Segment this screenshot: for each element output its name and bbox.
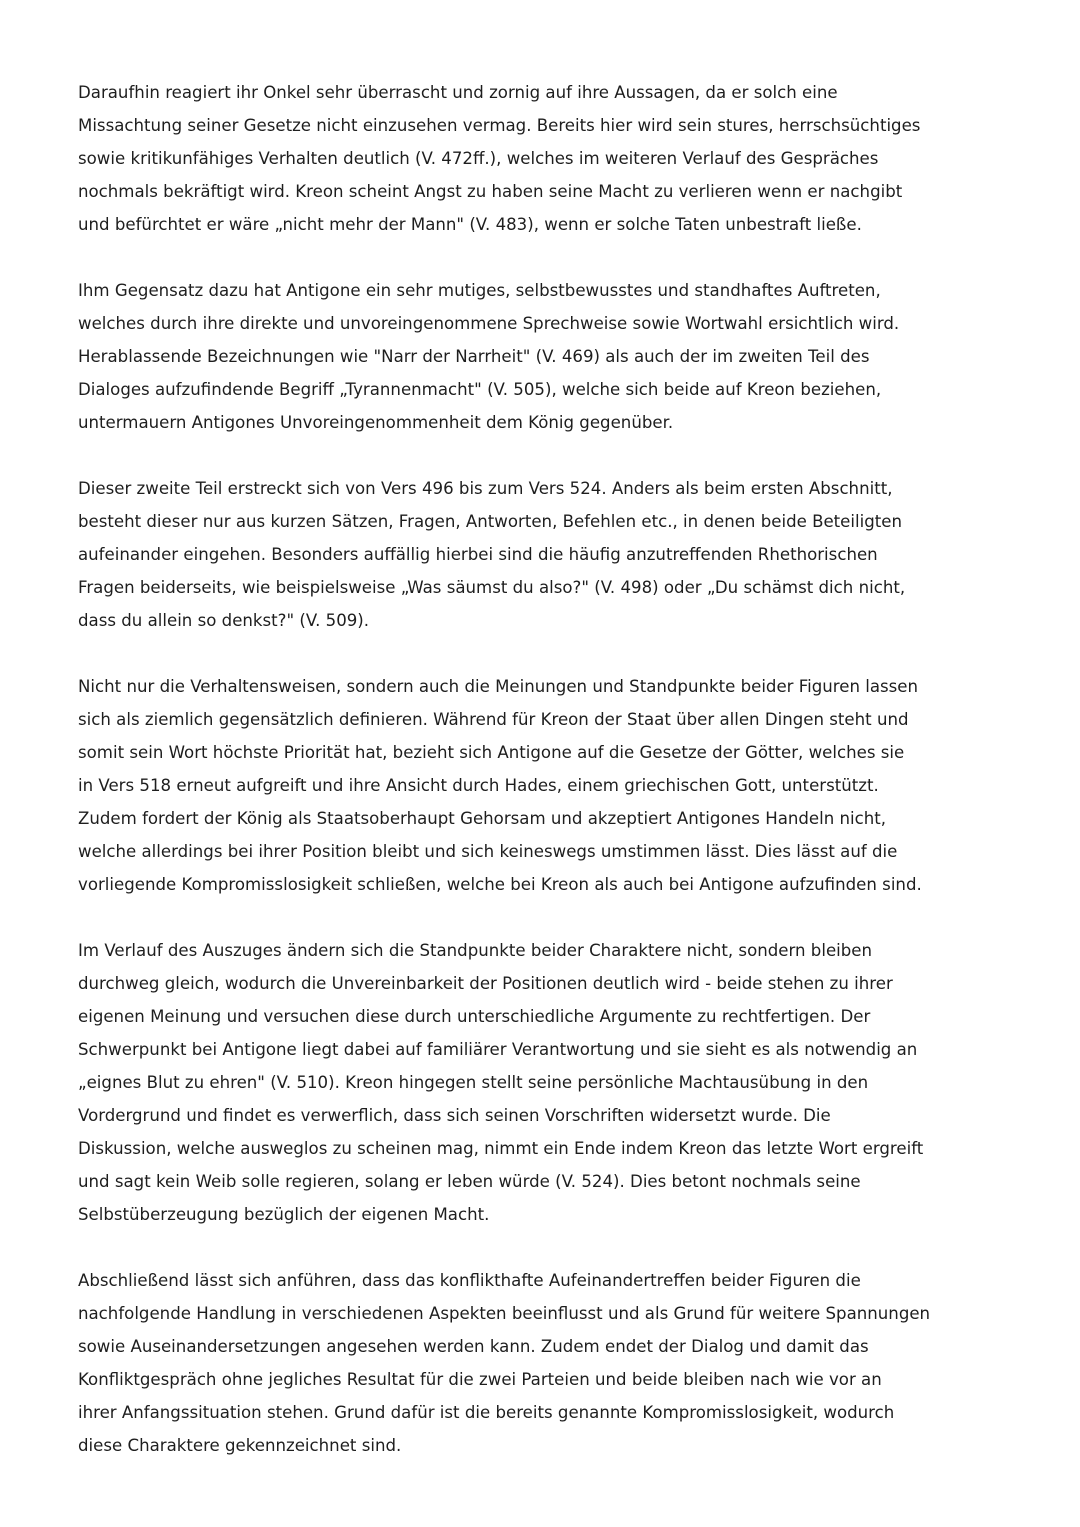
text-line: Im Verlauf des Auszuges ändern sich die Standpunkte beider Charaktere nicht, sondern bleiben — [78, 941, 873, 960]
text-line: untermauern Antigones Unvoreingenommenheit dem König gegenüber. — [78, 413, 674, 432]
text-line: Abschließend lässt sich anführen, dass das konflikthafte Aufeinandertreffen beider Figuren die — [78, 1271, 861, 1290]
paragraph — [78, 76, 1022, 241]
text-line: welches durch ihre direkte und unvoreingenommene Sprechweise sowie Wortwahl ersichtlich wird. — [78, 314, 900, 333]
text-line: diese Charaktere gekennzeichnet sind. — [78, 1436, 402, 1455]
text-line: Dieser zweite Teil erstreckt sich von Vers 496 bis zum Vers 524. Anders als beim ersten Abschnitt, — [78, 479, 893, 498]
text-line: durchweg gleich, wodurch die Unvereinbarkeit der Positionen deutlich wird - beide stehen zu ihrer — [78, 974, 893, 993]
text-line: Schwerpunkt bei Antigone liegt dabei auf familiärer Verantwortung und sie sieht es als notwendig an — [78, 1040, 918, 1059]
text-line: und befürchtet er wäre „nicht mehr der Mann" (V. 483), wenn er solche Taten unbestraft ließe. — [78, 215, 862, 234]
text-line: dass du allein so denkst?" (V. 509). — [78, 611, 370, 630]
text-line: Diskussion, welche ausweglos zu scheinen mag, nimmt ein Ende indem Kreon das letzte Wort ergreift — [78, 1139, 924, 1158]
paragraph — [78, 472, 1022, 637]
text-line: welche allerdings bei ihrer Position bleibt und sich keineswegs umstimmen lässt. Dies lässt auf die — [78, 842, 898, 861]
text-line: vorliegende Kompromisslosigkeit schließen, welche bei Kreon als auch bei Antigone aufzufinden sind. — [78, 875, 922, 894]
handwritten-page — [78, 76, 1022, 1495]
text-line: besteht dieser nur aus kurzen Sätzen, Fragen, Antworten, Befehlen etc., in denen beide Beteiligten — [78, 512, 902, 531]
text-line: Daraufhin reagiert ihr Onkel sehr überrascht und zornig auf ihre Aussagen, da er solch eine — [78, 83, 838, 102]
text-line: Ihm Gegensatz dazu hat Antigone ein sehr mutiges, selbstbewusstes und standhaftes Auftreten, — [78, 281, 881, 300]
text-line: aufeinander eingehen. Besonders auffällig hierbei sind die häufig anzutreffenden Rhethorischen — [78, 545, 878, 564]
text-line: nachfolgende Handlung in verschiedenen Aspekten beeinflusst und als Grund für weitere Spannungen — [78, 1304, 931, 1323]
paragraph — [78, 1264, 1022, 1462]
text-line: Zudem fordert der König als Staatsoberhaupt Gehorsam und akzeptiert Antigones Handeln nicht, — [78, 809, 887, 828]
text-line: Fragen beiderseits, wie beispielsweise „Was säumst du also?" (V. 498) oder „Du schämst dich nicht, — [78, 578, 906, 597]
text-line: ihrer Anfangssituation stehen. Grund dafür ist die bereits genannte Kompromisslosigkeit, wodurch — [78, 1403, 895, 1422]
text-line: sich als ziemlich gegensätzlich definieren. Während für Kreon der Staat über allen Dingen steht und — [78, 710, 909, 729]
text-line: in Vers 518 erneut aufgreift und ihre Ansicht durch Hades, einem griechischen Gott, unterstützt. — [78, 776, 879, 795]
text-line: Nicht nur die Verhaltensweisen, sondern auch die Meinungen und Standpunkte beider Figuren lassen — [78, 677, 919, 696]
text-line: nochmals bekräftigt wird. Kreon scheint Angst zu haben seine Macht zu verlieren wenn er nachgibt — [78, 182, 903, 201]
paragraph — [78, 670, 1022, 901]
text-line: Dialoges aufzufindende Begriff „Tyrannenmacht" (V. 505), welche sich beide auf Kreon beziehen, — [78, 380, 882, 399]
text-line: sowie Auseinandersetzungen angesehen werden kann. Zudem endet der Dialog und damit das — [78, 1337, 869, 1356]
text-line: Selbstüberzeugung bezüglich der eigenen Macht. — [78, 1205, 490, 1224]
text-line: somit sein Wort höchste Priorität hat, bezieht sich Antigone auf die Gesetze der Götter, welches sie — [78, 743, 905, 762]
text-line: sowie kritikunfähiges Verhalten deutlich (V. 472ff.), welches im weiteren Verlauf des Gespräches — [78, 149, 879, 168]
essay-body — [78, 76, 1022, 1462]
text-line: „eignes Blut zu ehren" (V. 510). Kreon hingegen stellt seine persönliche Machtausübung in den — [78, 1073, 869, 1092]
text-line: Konfliktgespräch ohne jegliches Resultat für die zwei Parteien und beide bleiben nach wie vor an — [78, 1370, 882, 1389]
paragraph — [78, 274, 1022, 439]
text-line: eigenen Meinung und versuchen diese durch unterschiedliche Argumente zu rechtfertigen. Der — [78, 1007, 871, 1026]
text-line: Vordergrund und findet es verwerflich, dass sich seinen Vorschriften widersetzt wurde. Die — [78, 1106, 831, 1125]
text-line: Herablassende Bezeichnungen wie "Narr der Narrheit" (V. 469) als auch der im zweiten Teil des — [78, 347, 870, 366]
text-line: Missachtung seiner Gesetze nicht einzusehen vermag. Bereits hier wird sein stures, herrschsüchtiges — [78, 116, 921, 135]
text-line: und sagt kein Weib solle regieren, solang er leben würde (V. 524). Dies betont nochmals seine — [78, 1172, 861, 1191]
paragraph — [78, 934, 1022, 1231]
